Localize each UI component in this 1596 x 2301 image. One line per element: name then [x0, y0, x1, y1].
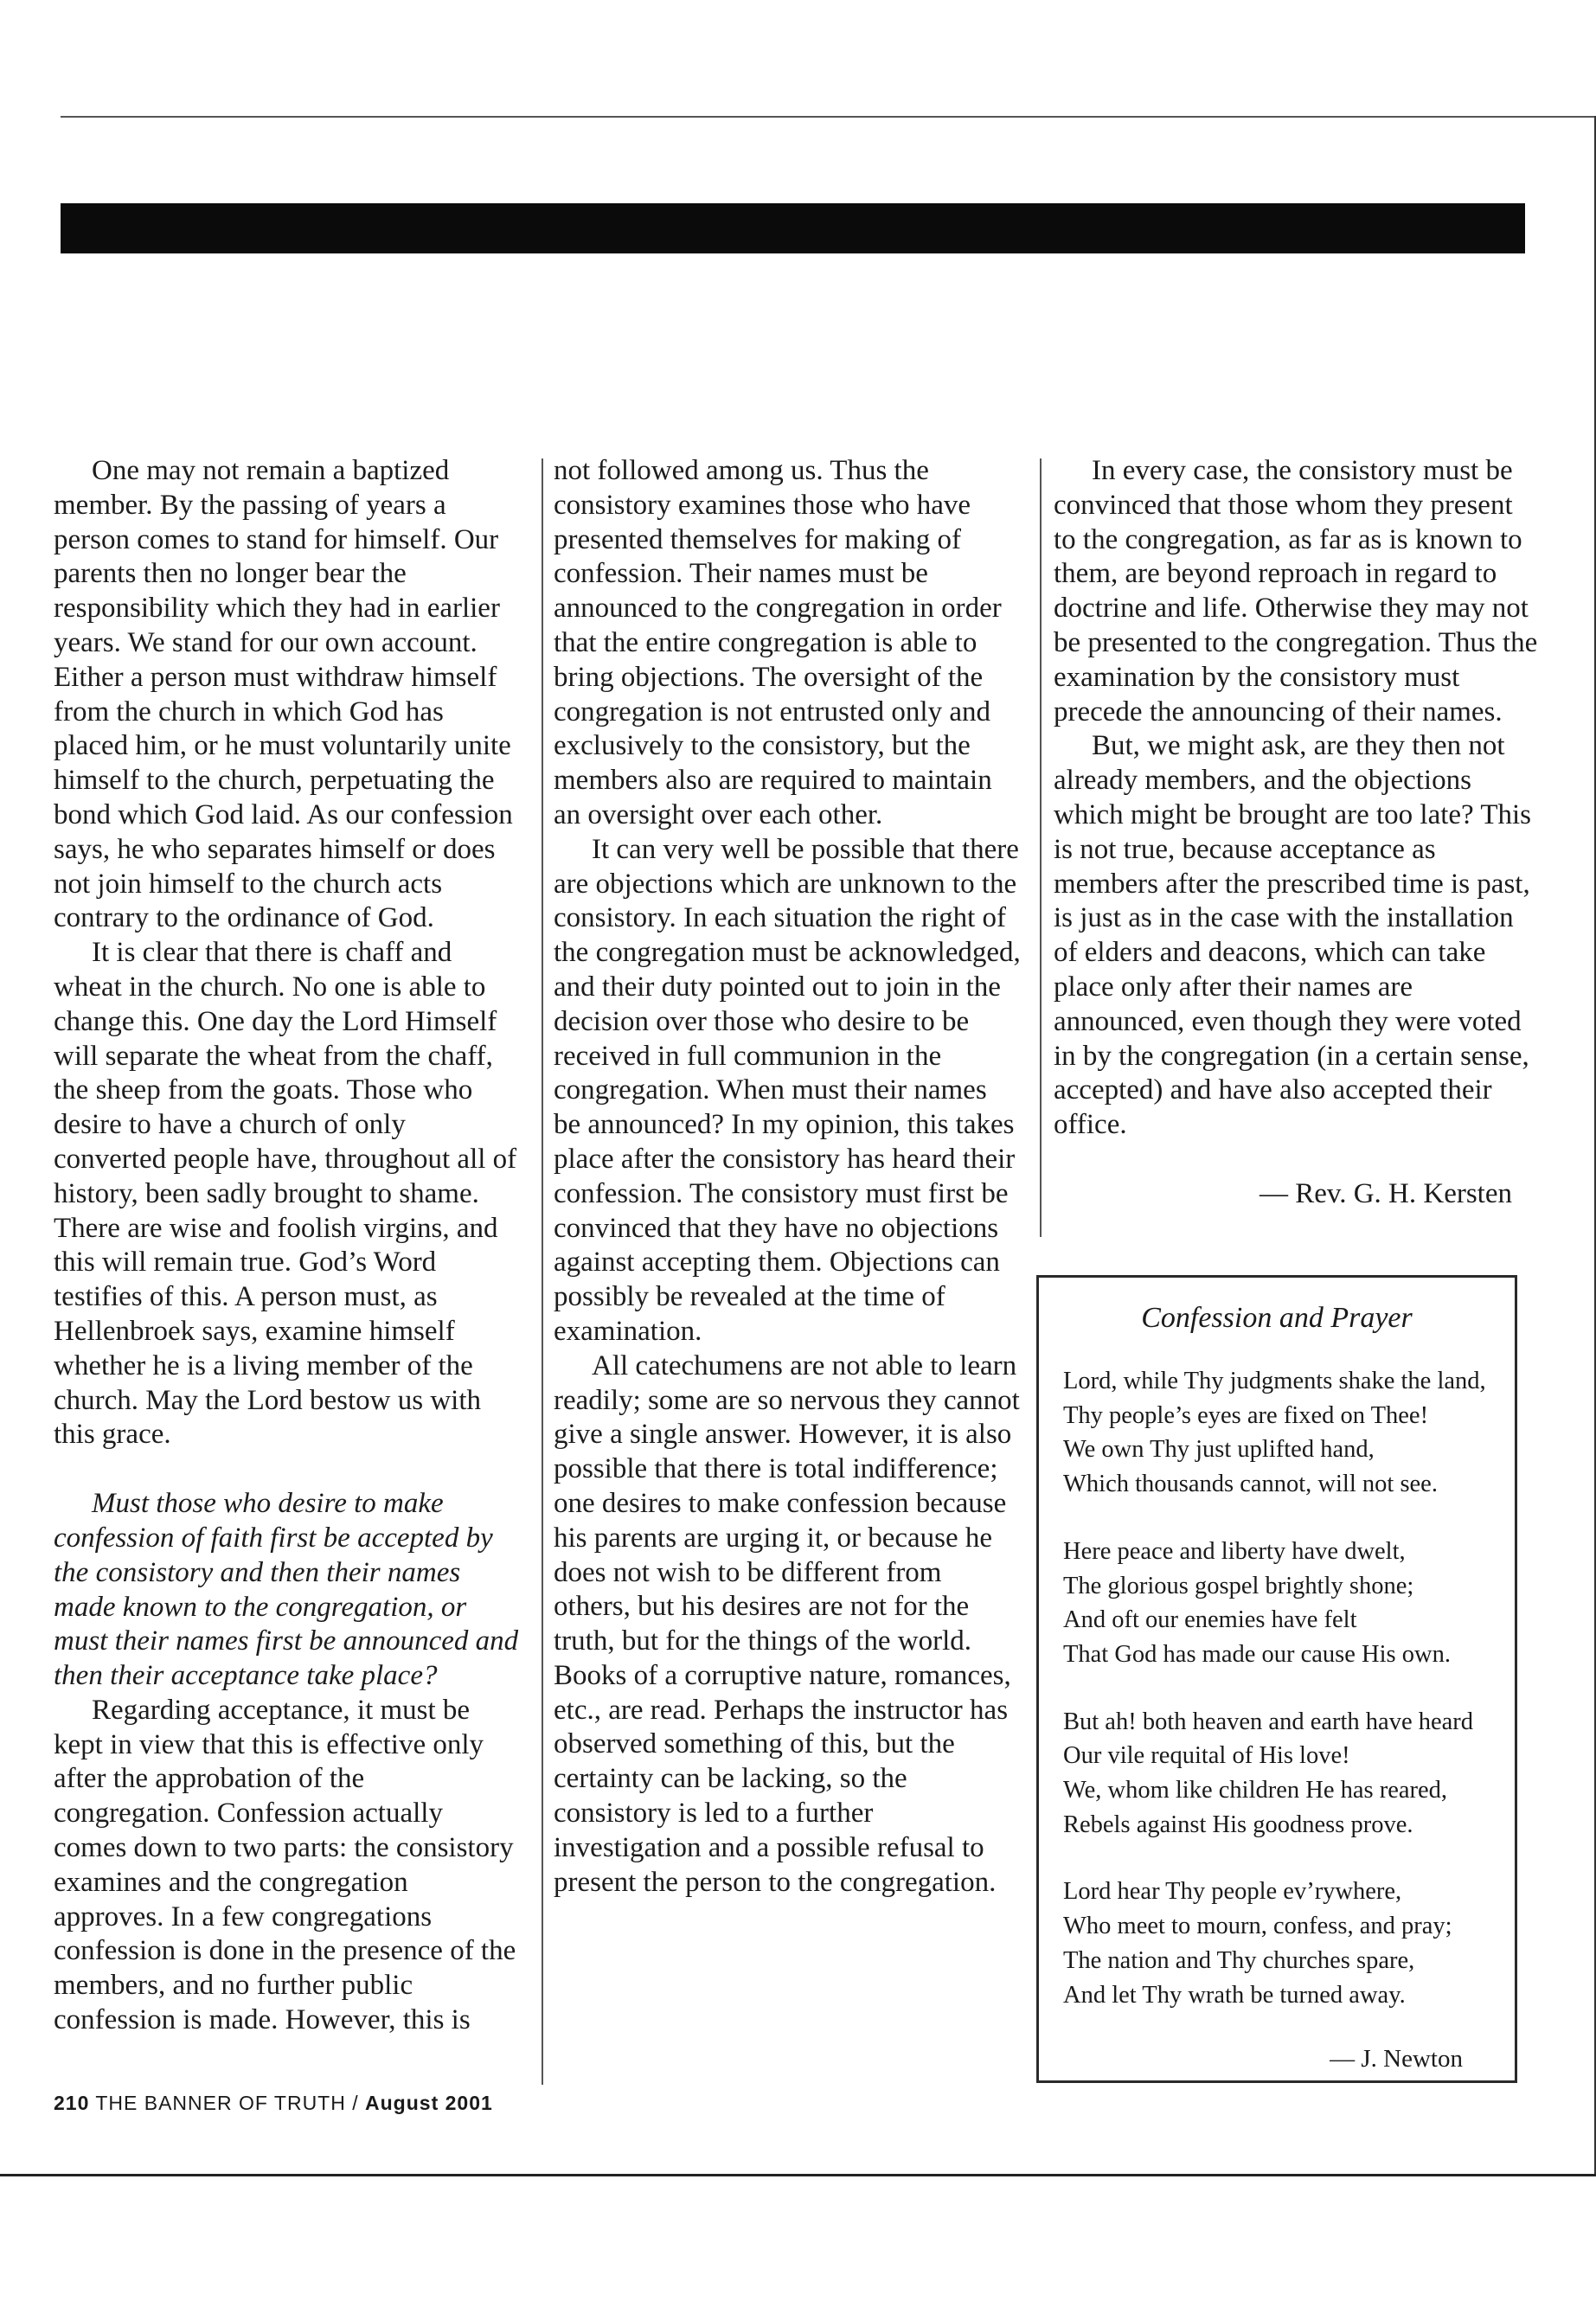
article-author: — Rev. G. H. Kersten [1259, 1177, 1512, 1209]
poem-stanza [1063, 1875, 1490, 2012]
poem-line: Here peace and liberty have dwelt, [1063, 1537, 1406, 1565]
poem-line: Our vile requital of His love! [1063, 1742, 1350, 1770]
poem-line: Lord hear Thy people ev’rywhere, [1063, 1878, 1402, 1906]
article-column-1 [54, 454, 521, 2038]
top-rule [61, 116, 1596, 118]
poem-line: Who meet to mourn, confess, and pray; [1063, 1913, 1452, 1940]
poem-line: The nation and Thy churches spare, [1063, 1946, 1415, 1974]
column-divider [542, 458, 543, 2085]
poem-line: Lord, while Thy judgments shake the land, [1063, 1368, 1486, 1394]
poem-line: Rebels against His goodness prove. [1063, 1811, 1413, 1838]
paragraph: It is clear that there is chaff and wheat in the church. No one is able to change this. One day the Lord Himself will separate the wheat from the chaff, the sheep from the goats. Those who desire to have a church of only converted people have, throughout all of history, been sadly brought to shame. There are wise and foolish virgins, and this will remain true. God’s Word testifies of this. A person must, as Hellenbroek says, examine himself whether he is a living member of the church. May the Lord bestow us with this grace. [54, 937, 517, 1451]
paragraph: It can very well be possible that there are objections which are unknown to the consistory. In each situation the right of the congregation must be acknowledged, and their duty pointed out to join in the decision over those who desire to be received in full communion in the congregation. When must their names be announced? In my opinion, this takes place after the consistory has heard their confession. The consistory must first be convinced that they have no objections against accepting them. Objections can possibly be revealed at the time of examination. [554, 833, 1021, 1347]
column-divider [1040, 458, 1042, 1237]
paragraph: In every case, the consistory must be convinced that those whom they present to the congregation, as far as is known to them, are beyond reproach in regard to doctrine and life. Otherwise they may not be presented to the congregation. Thus the examination by the consistory must precede the announcing of their names. [1054, 455, 1538, 727]
poem-stanza [1063, 1535, 1490, 1672]
poem-author: — J. Newton [1330, 2045, 1463, 2073]
poem-line: The glorious gospel brightly shone; [1063, 1572, 1414, 1599]
poem-line: We, whom like children He has reared, [1063, 1777, 1448, 1804]
paragraph: But, we might ask, are they then not already members, and the objections which might be brought are too late? This is not true, because acceptance as members after the prescribed time is past, is just as in the case with the installation of elders and deacons, which can take place only after their names are announced, even though they were voted in by the congregation (in a certain sense, accepted) and have also accepted their office. [1054, 730, 1532, 1141]
issue-date: August 2001 [365, 2092, 493, 2114]
poem-line: And oft our enemies have felt [1063, 1606, 1357, 1634]
footer-separator: / [352, 2092, 359, 2114]
poem-line: That God has made our cause His own. [1063, 1640, 1451, 1668]
poem-line: Which thousands cannot, will not see. [1063, 1471, 1438, 1498]
paragraph: All catechumens are not able to learn readily; some are so nervous they cannot give a single answer. However, it is also possible that there is total indifference; one desires to make confession because his parents are urging it, or because he does not wish to be different from others, but his desires are not for the truth, but for the things of the world. Books of a corruptive nature, romances, etc., are read. Perhaps the instructor has observed something of this, but the certainty can be lacking, so the consistory is led to a further investigation and a possible refusal to present the person to the congregation. [554, 1349, 1020, 1898]
poem-line: We own Thy just uplifted hand, [1063, 1436, 1375, 1464]
poem-title: Confession and Prayer [1141, 1302, 1413, 1334]
magazine-title: THE BANNER OF TRUTH [95, 2092, 346, 2114]
poem-box [1036, 1275, 1517, 2083]
page-footer [54, 2092, 493, 2115]
poem-line: But ah! both heaven and earth have heard [1063, 1708, 1474, 1735]
paragraph: Regarding acceptance, it must be kept in view that this is effective only after the approbation of the congregation. Confession actually comes down to two parts: the consistory examines and the congregation approves. In a few congregations confession is done in the presence of the members, and no further public confession is made. However, this is [54, 1694, 516, 2036]
article-column-2 [554, 454, 1021, 1900]
article-column-3 [1054, 454, 1538, 1212]
bottom-rule [0, 2174, 1596, 2176]
poem-stanza [1063, 1364, 1490, 1502]
header-bar [61, 203, 1525, 253]
poem-line: Thy people’s eyes are fixed on Thee! [1063, 1401, 1429, 1429]
paragraph: not followed among us. Thus the consistory examines those who have presented themselves for making of confession. Their names must be announced to the congregation in order that the entire congregation is able to bring objections. The oversight of the congregation is not entrusted only and exclusively to the consistory, but the members also are required to maintain an oversight over each other. [554, 455, 1002, 830]
page-number: 210 [54, 2092, 90, 2114]
poem-stanza [1063, 1705, 1490, 1843]
paragraph: One may not remain a baptized member. By the passing of years a person comes to stand for himself. Our parents then no longer bear the responsibility which they had in earlier years. We stand for our own account. Either a person must withdraw himself from the church in which God has placed him, or he must voluntarily unite himself to the church, perpetuating the bond which God laid. As our confession says, he who separates himself or does not join himself to the church acts contrary to the ordinance of God. [54, 455, 513, 934]
poem-line: And let Thy wrath be turned away. [1063, 1981, 1406, 2009]
question-paragraph: Must those who desire to make confession of faith first be accepted by the consistory and then their names made known to the congregation, or must their names first be announced and then their acceptance take place? [54, 1488, 519, 1692]
